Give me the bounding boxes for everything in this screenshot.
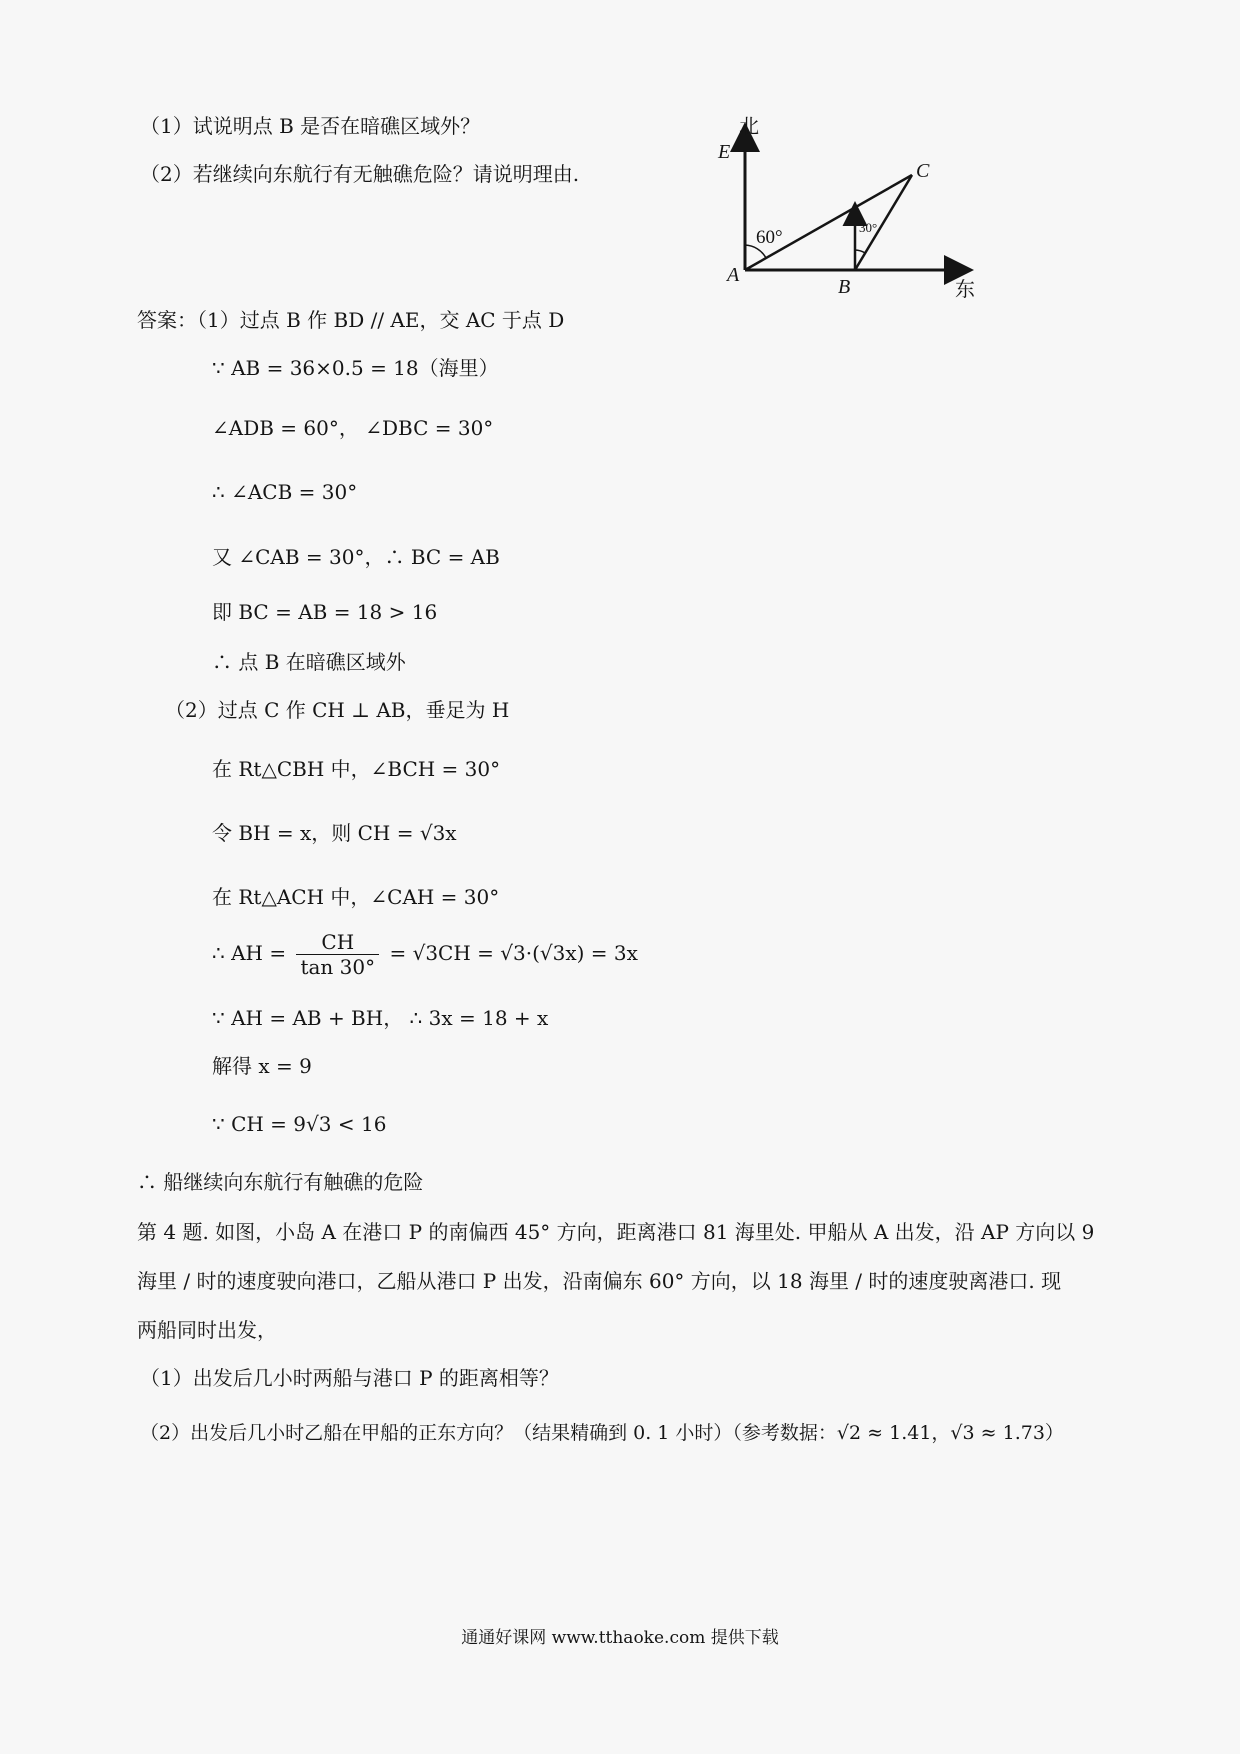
label-e: E bbox=[718, 141, 731, 163]
answer-intro: 答案：（1）过点 B 作 BD // AE，交 AC 于点 D bbox=[137, 308, 565, 332]
answer-line-8: 令 BH = x，则 CH = √3x bbox=[212, 821, 457, 845]
question-2: （2）若继续向东航行有无触礁危险？请说明理由. bbox=[140, 162, 580, 186]
label-c: C bbox=[916, 160, 930, 182]
answer-line-5: 即 BC = AB = 18 > 16 bbox=[212, 600, 438, 624]
answer-line-1: ∵ AB = 36×0.5 = 18（海里） bbox=[212, 356, 499, 380]
problem4-line-3: 两船同时出发， bbox=[137, 1318, 277, 1342]
question-1: （1）试说明点 B 是否在暗礁区域外？ bbox=[140, 114, 481, 138]
footer: 通通好课网 www.tthaoke.com 提供下载 bbox=[461, 1628, 779, 1648]
fraction bbox=[296, 930, 379, 979]
angle-arc-30 bbox=[855, 250, 865, 253]
fraction-denominator: tan 30° bbox=[300, 955, 376, 979]
answer-conclusion: ∴ 船继续向东航行有触礁的危险 bbox=[137, 1170, 424, 1194]
problem4-line-1: 第 4 题. 如图，小岛 A 在港口 P 的南偏西 45° 方向，距离港口 81 海里处. 甲船从 A 出发，沿 AP 方向以 9 bbox=[137, 1220, 1095, 1244]
answer-part-2: （2）过点 C 作 CH ⊥ AB，垂足为 H bbox=[165, 698, 510, 722]
fraction-line bbox=[212, 930, 638, 979]
answer-line-2: ∠ADB = 60°， ∠DBC = 30° bbox=[212, 416, 494, 440]
label-b: B bbox=[838, 276, 851, 298]
problem4-sub-2: （2）出发后几小时乙船在甲船的正东方向？（结果精确到 0. 1 小时）（参考数据：√2 ≈ 1.41，√3 ≈ 1.73） bbox=[140, 1422, 1064, 1444]
answer-line-4: 又 ∠CAB = 30°，∴ BC = AB bbox=[212, 545, 500, 569]
geometry-diagram bbox=[700, 110, 980, 310]
answer-line-12: ∵ CH = 9√3 < 16 bbox=[212, 1112, 387, 1136]
label-a: A bbox=[727, 264, 740, 286]
answer-line-3: ∴ ∠ACB = 30° bbox=[212, 480, 358, 504]
answer-line-7: 在 Rt△CBH 中，∠BCH = 30° bbox=[212, 757, 501, 781]
label-north: 北 bbox=[739, 116, 759, 138]
answer-line-11: 解得 x = 9 bbox=[212, 1054, 312, 1078]
fraction-lhs: ∴ AH = bbox=[212, 941, 287, 965]
label-angle-60: 60° bbox=[756, 227, 783, 248]
fraction-numerator: CH bbox=[296, 930, 379, 955]
problem4-line-2: 海里 / 时的速度驶向港口，乙船从港口 P 出发，沿南偏东 60° 方向，以 18 海里 / 时的速度驶离港口. 现 bbox=[137, 1269, 1062, 1293]
fraction-rhs: = √3CH = √3·(√3x) = 3x bbox=[389, 941, 638, 965]
segment-ac bbox=[745, 175, 912, 270]
problem4-sub-1: （1）出发后几小时两船与港口 P 的距离相等？ bbox=[140, 1366, 559, 1390]
label-angle-30: 30° bbox=[859, 220, 878, 235]
answer-line-10: ∵ AH = AB + BH， ∴ 3x = 18 + x bbox=[212, 1006, 549, 1030]
label-east: 东 bbox=[955, 279, 975, 301]
answer-line-9: 在 Rt△ACH 中，∠CAH = 30° bbox=[212, 885, 500, 909]
answer-line-6: ∴ 点 B 在暗礁区域外 bbox=[212, 650, 406, 674]
